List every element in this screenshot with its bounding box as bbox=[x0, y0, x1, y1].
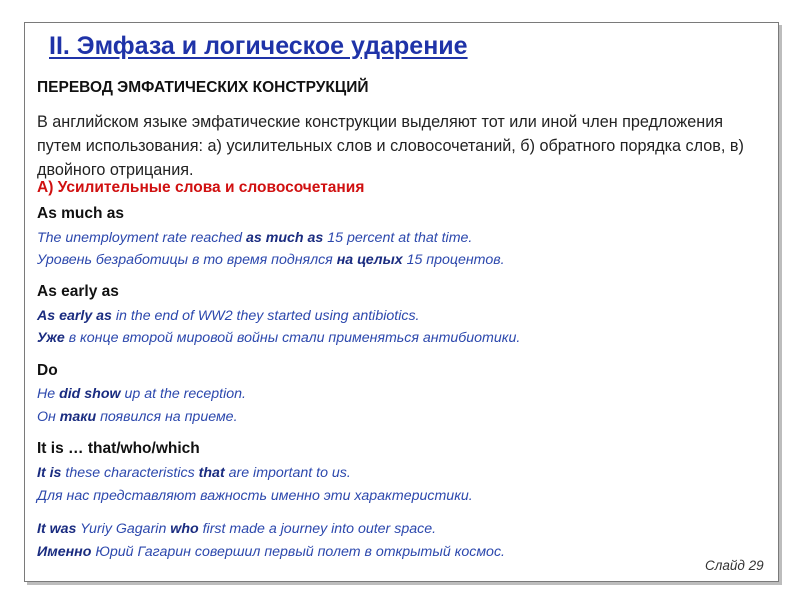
term-it-is-that: It is … that/who/which bbox=[37, 440, 200, 457]
term-as-much-as: As much as bbox=[37, 205, 125, 222]
slide-number: Слайд 29 bbox=[705, 558, 764, 573]
example-en: It is these characteristics that are important to us. bbox=[37, 465, 351, 481]
term-do: Do bbox=[37, 362, 58, 379]
example-ru: Именно Юрий Гагарин совершил первый полет в открытый космос. bbox=[37, 544, 505, 560]
intro-paragraph: В английском языке эмфатические конструкции выделяют тот или иной член предложения путем использования: а) усилительных слов и словосочетаний, б) обратного порядка слов, в) двойного отрицания. bbox=[37, 113, 744, 179]
slide-title: II. Эмфаза и логическое ударение bbox=[49, 32, 468, 60]
term-as-early-as: As early as bbox=[37, 283, 119, 300]
section-a-heading: А) Усилительные слова и словосочетания bbox=[37, 179, 365, 196]
example-ru: Он таки появился на приеме. bbox=[37, 409, 238, 425]
example-en: The unemployment rate reached as much as 15 percent at that time. bbox=[37, 230, 473, 246]
example-en: It was Yuriy Gagarin who first made a journey into outer space. bbox=[37, 521, 437, 537]
example-ru: Для нас представляют важность именно эти характеристики. bbox=[37, 488, 473, 504]
example-ru: Уже в конце второй мировой войны стали применяться антибиотики. bbox=[37, 330, 521, 346]
example-ru: Уровень безработицы в то время поднялся на целых 15 процентов. bbox=[37, 252, 505, 268]
example-en: As early as in the end of WW2 they started using antibiotics. bbox=[37, 308, 420, 324]
example-en: He did show up at the reception. bbox=[37, 386, 246, 402]
subheading: ПЕРЕВОД ЭМФАТИЧЕСКИХ КОНСТРУКЦИЙ bbox=[37, 79, 369, 96]
